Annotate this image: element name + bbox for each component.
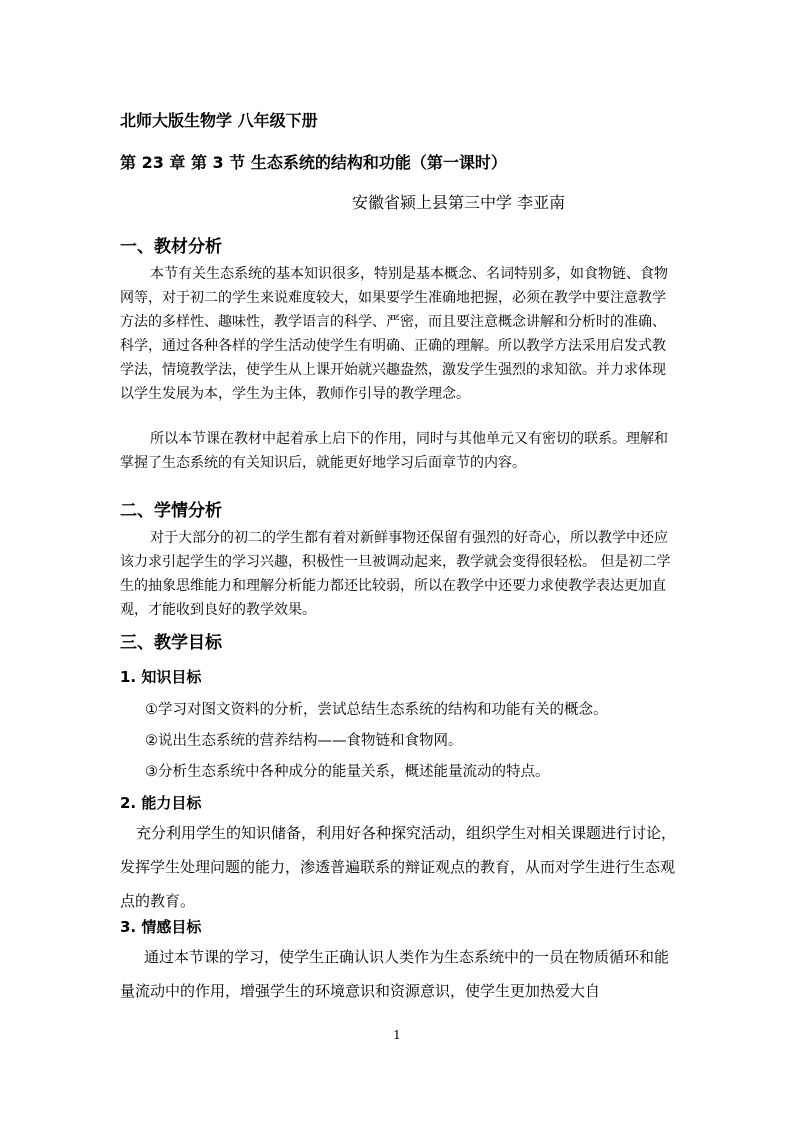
subheading-emotion: 3. 情感目标 [120, 918, 202, 936]
section2-paragraph: 对于大部分的初二的学生都有着对新鲜事物还保留有强烈的好奇心，所以教学中还应该力求引起学生的学习兴趣，积极性一旦被调动起来，教学就会变得很轻松。 但是初二学生的抽象思维能力和理解分析能力都还比较弱，所以在教学中还要力求使教学表达更加直观，才能收到良好的教学效果。 [120, 530, 671, 618]
section1-paragraph-2: 所以本节课在教材中起着承上启下的作用，同时与其他单元又有密切的联系。理解和掌握了生态系统的有关知识后，就能更好地学习后面章节的内容。 [120, 431, 668, 471]
doc-title-line1: 北师大版生物学 八年级下册 [120, 111, 318, 130]
author-line: 安徽省颍上县第三中学 李亚南 [352, 193, 566, 212]
section-heading-1: 一、教材分析 [120, 237, 222, 257]
doc-title-line2: 第 23 章 第 3 节 生态系统的结构和功能（第一课时） [120, 153, 507, 172]
section-heading-2: 二、学情分析 [120, 501, 222, 521]
section-heading-3: 三、教学目标 [120, 633, 222, 653]
knowledge-item-1: ①学习对图文资料的分析，尝试总结生态系统的结构和功能有关的概念。 [145, 702, 608, 718]
knowledge-item-2: ②说出生态系统的营养结构——食物链和食物网。 [145, 733, 463, 749]
page-number: 1 [393, 1028, 401, 1042]
emotion-paragraph: 通过本节课的学习，使学生正确认识人类作为生态系统中的一员在物质循环和能量流动中的作用，增强学生的环境意识和资源意识，使学生更加热爱大自 [120, 948, 670, 1000]
section1-paragraph-1: 本节有关生态系统的基本知识很多，特别是基本概念、名词特别多，如食物链、食物网等，对于初二的学生来说难度较大，如果要学生准确地把握，必须在教学中要注意教学方法的多样性、趣味性，教学语言的科学、严密，而且要注意概念讲解和分析时的准确、科学，通过各种各样的学生活动使学生有明确、正确的理解。所以教学方法采用启发式教学法，情境教学法，使学生从上课开始就兴趣盎然，激发学生强烈的求知欲。并力求体现以学生发展为本，学生为主体，教师作引导的教学理念。 [120, 266, 668, 402]
ability-paragraph: 充分利用学生的知识储备，利用好各种探究活动，组织学生对相关课题进行讨论，发挥学生处理问题的能力，渗透普遍联系的辩证观点的教育，从而对学生进行生态观点的教育。 [120, 824, 677, 910]
subheading-knowledge: 1. 知识目标 [120, 668, 202, 686]
subheading-ability: 2. 能力目标 [120, 794, 202, 812]
knowledge-item-3: ③分析生态系统中各种成分的能量关系，概述能量流动的特点。 [145, 764, 550, 780]
